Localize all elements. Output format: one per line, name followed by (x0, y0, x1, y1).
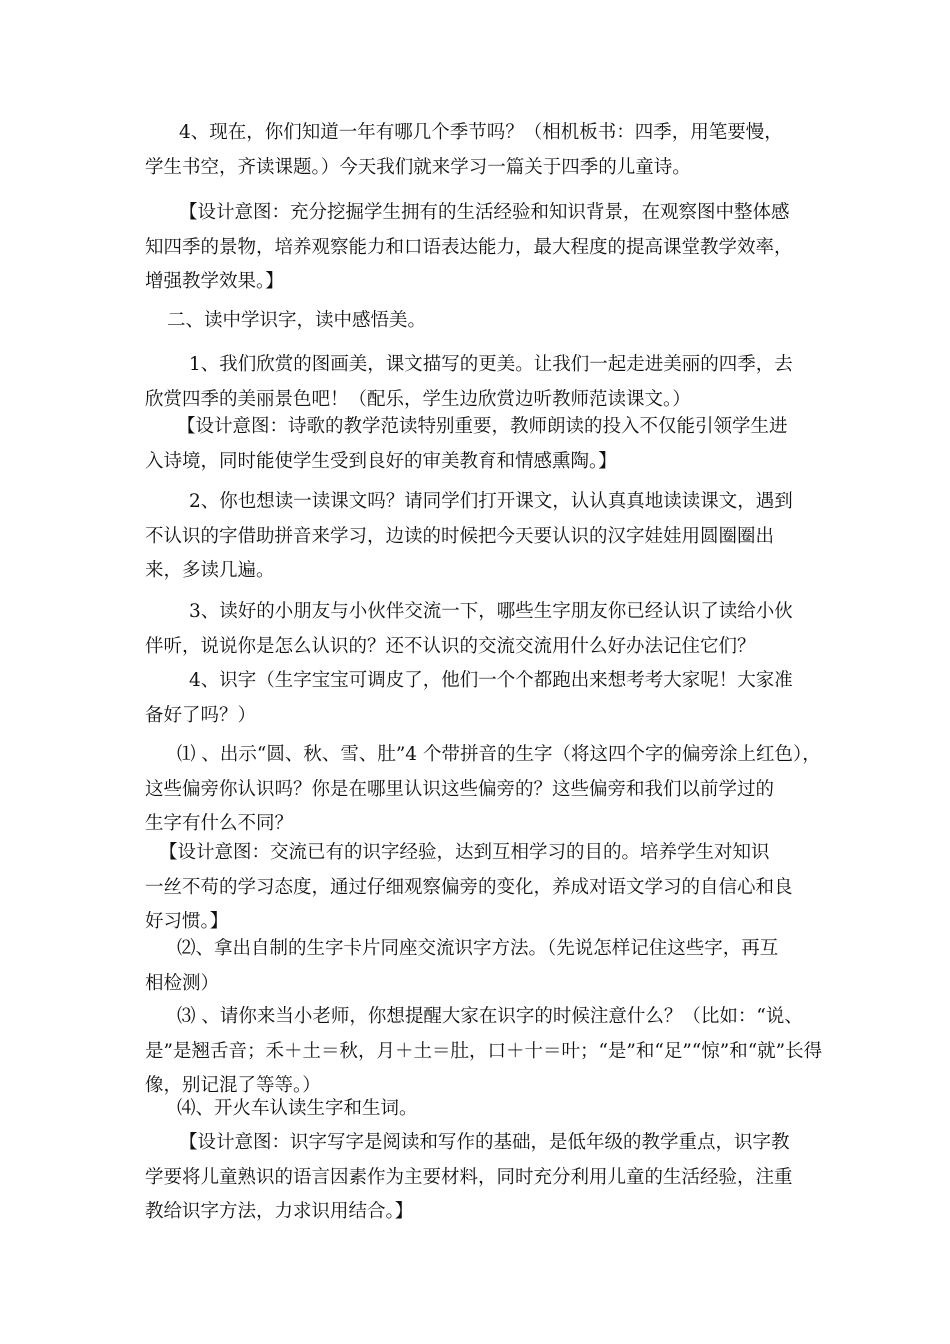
text-line: 伴听，说说你是怎么认识的？还不认识的交流交流用什么好办法记住它们？ (145, 635, 756, 657)
text-line: 二、读中学识字，读中感悟美。 (167, 310, 427, 331)
text-line: 好习惯。】 (145, 911, 229, 932)
paragraph-step1-appreciate (145, 348, 810, 417)
text-line: 来，多读几遍。 (145, 560, 275, 581)
text-line: ⑵、拿出自制的生字卡片同座交流识字方法。（先说怎样记住这些字，再互 (177, 938, 779, 959)
text-line: 【设计意图：识字写字是阅读和写作的基础，是低年级的教学重点，识字教 (179, 1132, 790, 1153)
text-line: 备好了吗？） (145, 704, 257, 726)
text-line: 不认识的字借助拼音来学习，边读的时候把今天要认识的汉字娃娃用圆圈圈出 (145, 525, 775, 547)
paragraph-substep2 (145, 932, 810, 1001)
text-line: 学生书空，齐读课题。）今天我们就来学习一篇关于四季的儿童诗。 (145, 156, 691, 178)
paragraph-design-intent-3 (145, 836, 810, 940)
text-line: 这些偏旁你认识吗？你是在哪里认识这些偏旁的？这些偏旁和我们以前学过的 (145, 778, 775, 800)
text-line: 相检测） (145, 972, 220, 994)
paragraph-substep3 (145, 1000, 823, 1104)
text-line: 生字有什么不同？ (145, 813, 294, 834)
text-line: 3、读好的小朋友与小伙伴交流一下，哪些生字朋友你已经认识了读给小伙 (189, 601, 793, 622)
paragraph-step2-read (145, 485, 810, 589)
text-line: 2、你也想读一读课文吗？请同学们打开课文，认认真真地读读课文，遇到 (189, 491, 793, 512)
text-line: 是”是翘舌音；禾＋土＝秋，月＋土＝肚，口＋十＝叶；“是”和“足”“惊”和“就”长得 (145, 1040, 823, 1062)
text-line: ⑴ 、出示“圆、秋、雪、肚”4 个带拼音的生字（将这四个字的偏旁涂上红色）， (177, 744, 821, 765)
text-line: 像，别记混了等等。） (145, 1075, 321, 1096)
text-line: 学要将儿童熟识的语言因素作为主要材料，同时充分利用儿童的生活经验，注重 (145, 1166, 793, 1188)
text-line: 增强教学效果。】 (145, 271, 284, 292)
text-line: ⑷、开火车认读生字和生词。 (177, 1098, 418, 1119)
text-line: 【设计意图：交流已有的识字经验，达到互相学习的目的。培养学生对知识 (159, 842, 770, 863)
text-line: 【设计意图：诗歌的教学范读特别重要，教师朗读的投入不仅能引领学生进 (177, 416, 788, 437)
text-line: 欣赏四季的美丽景色吧！（配乐，学生边欣赏边听教师范读课文。） (145, 388, 691, 410)
text-line: 入诗境，同时能使学生受到良好的审美教育和情感熏陶。】 (145, 450, 617, 472)
text-line: 【设计意图：充分挖掘学生拥有的生活经验和知识背景，在观察图中整体感 (179, 202, 790, 223)
paragraph-design-intent-1 (145, 196, 810, 300)
section-heading-2 (145, 304, 810, 339)
paragraph-design-intent-2 (145, 410, 810, 479)
paragraph-design-intent-4 (145, 1126, 810, 1230)
text-line: 知四季的景物，培养观察能力和口语表达能力，最大程度的提高课堂教学效率， (145, 236, 793, 258)
paragraph-step3-exchange (145, 595, 810, 664)
paragraph-substep4 (145, 1092, 810, 1127)
text-line: 4、现在，你们知道一年有哪几个季节吗？（相机板书：四季，用笔要慢， (179, 122, 783, 143)
text-line: 一丝不苟的学习态度，通过仔细观察偏旁的变化，养成对语文学习的自信心和良 (145, 876, 793, 898)
text-line: ⑶ 、请你来当小老师，你想提醒大家在识字的时候注意什么？（比如：“说、 (177, 1006, 803, 1027)
text-line: 1、我们欣赏的图画美，课文描写的更美。让我们一起走进美丽的四季，去 (189, 354, 793, 375)
paragraph-step4-seasons (145, 116, 810, 185)
text-line: 教给识字方法，力求识用结合。】 (145, 1201, 414, 1222)
paragraph-substep1 (145, 738, 821, 842)
text-line: 4、识字（生字宝宝可调皮了，他们一个个都跑出来想考考大家呢！大家准 (189, 670, 793, 691)
paragraph-step4-literacy (145, 664, 810, 733)
